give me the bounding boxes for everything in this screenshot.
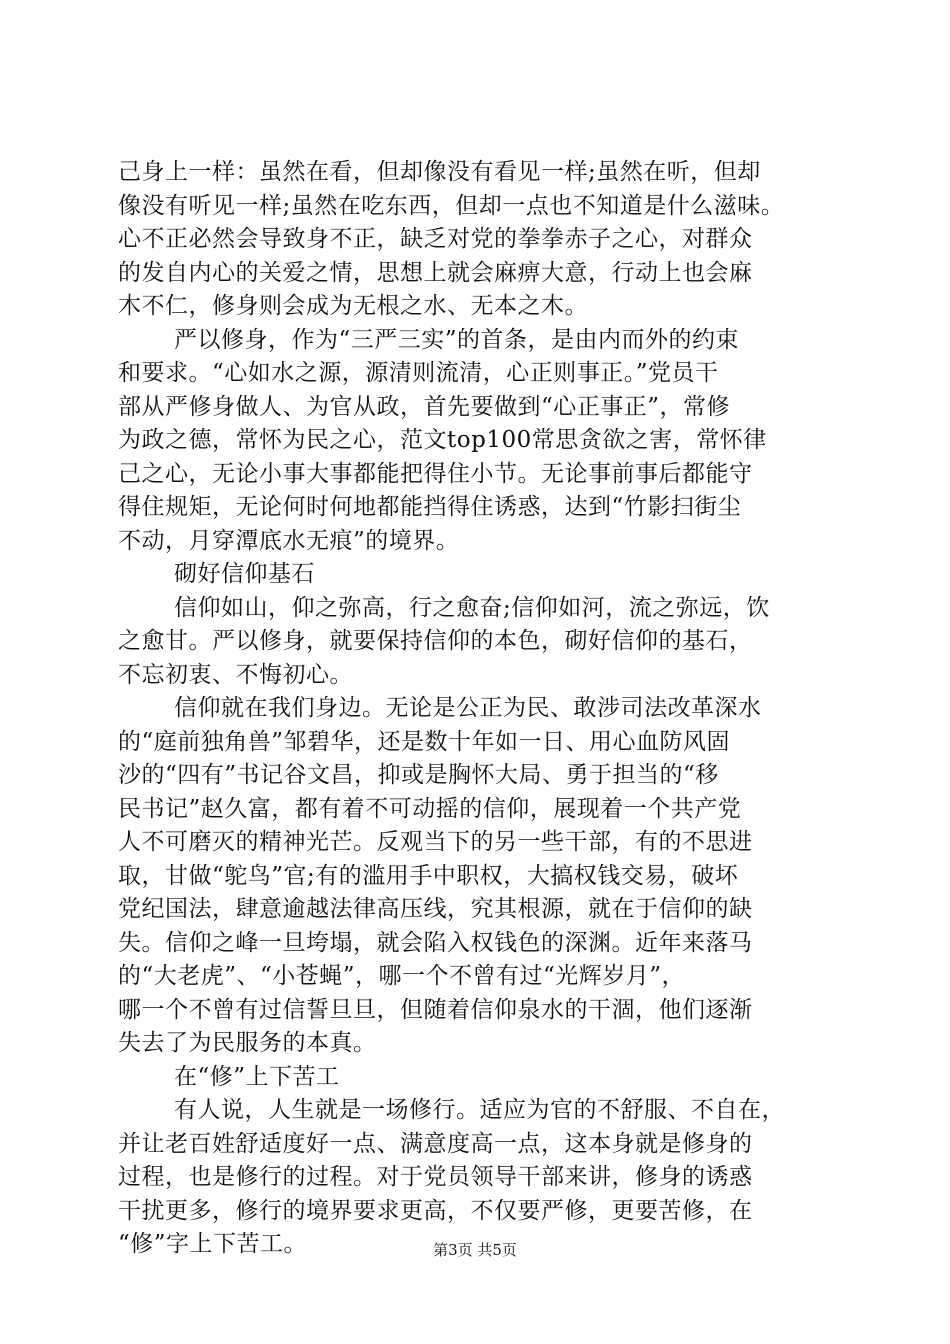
paragraph-start-line: 信仰如山，仰之弥高，行之愈奋;信仰如河，流之弥远，饮 (174, 594, 770, 621)
text-line: 沙的“四有”书记谷文昌，抑或是胸怀大局、勇于担当的“移 (118, 762, 719, 788)
text-line: 党纪国法，肆意逾越法律高压线，究其根源，就在于信仰的缺 (118, 896, 753, 922)
text-line: 为政之德，常怀为民之心，范文top100常思贪欲之害，常怀律 (118, 427, 767, 453)
paragraph-start-line: 信仰就在我们身边。无论是公正为民、敢涉司法改革深水 (174, 695, 762, 721)
text-line: 人不可磨灭的精神光芒。反观当下的另一些干部，有的不思进 (118, 829, 753, 855)
text-line: 的发自内心的关爱之情，思想上就会麻痹大意，行动上也会麻 (118, 259, 753, 286)
text-line: 木不仁，修身则会成为无根之水、无本之木。 (118, 293, 588, 319)
text-line: 像没有听见一样;虽然在吃东西，但却一点也不知道是什么滋味。 (118, 192, 785, 219)
text-line: 的“大老虎”、“小苍蝇”，哪一个不曾有过“光辉岁月”， (118, 963, 686, 989)
text-line: 过程，也是修行的过程。对于党员领导干部来讲，修身的诱惑 (118, 1164, 753, 1190)
document-body (118, 156, 838, 1262)
text-line: 失去了为民服务的本真。 (118, 1030, 377, 1056)
text-line: 不忘初衷、不悔初心。 (118, 661, 353, 688)
paragraph-start-line: 有人说，人生就是一场修行。适应为官的不舒服、不自在， (174, 1097, 785, 1123)
section-heading: 在“修”上下苦工 (174, 1063, 340, 1090)
text-line: 之愈甘。严以修身，就要保持信仰的本色，砌好信仰的基石， (118, 628, 753, 654)
text-line: 不动，月穿潭底水无痕”的境界。 (118, 527, 460, 554)
text-line: 干扰更多，修行的境界要求更高，不仅要严修，更要苦修，在 (118, 1197, 753, 1224)
text-line: 哪一个不曾有过信誓旦旦，但随着信仰泉水的干涸，他们逐渐 (118, 996, 753, 1023)
text-line: 民书记”赵久富，都有着不可动摇的信仰，展现着一个共产党 (118, 795, 742, 822)
text-line: 部从严修身做人、为官从政，首先要做到“心正事正”，常修 (118, 393, 731, 420)
text-line: “修”字上下苦工。 (118, 1231, 308, 1257)
text-line: 并让老百姓舒适度好一点、满意度高一点，这本身就是修身的 (118, 1130, 753, 1157)
text-line: 得住规矩，无论何时何地都能挡得住诱惑，达到“竹影扫街尘 (118, 494, 742, 520)
text-line: 己之心，无论小事大事都能把得住小节。无论事前事后都能守 (118, 460, 753, 487)
text-line: 己身上一样：虽然在看，但却像没有看见一样;虽然在听，但却 (118, 159, 761, 185)
text-line: 取，甘做“鸵鸟”官;有的滥用手中职权，大搞权钱交易，破坏 (118, 862, 739, 889)
text-line: 和要求。“心如水之源，源清则流清，心正则事正。”党员干 (118, 360, 719, 386)
page-number-footer: 第3页 共5页 (433, 1241, 517, 1259)
text-line: 失。信仰之峰一旦垮塌，就会陷入权钱色的深渊。近年来落马 (118, 929, 753, 956)
section-heading: 砌好信仰基石 (174, 561, 315, 587)
text-line: 的“庭前独角兽”邹碧华，还是数十年如一日、用心血防风固 (118, 728, 731, 755)
text-line: 心不正必然会导致身不正，缺乏对党的拳拳赤子之心，对群众 (118, 226, 753, 252)
paragraph-start-line: 严以修身，作为“三严三实”的首条，是由内而外的约束 (174, 326, 740, 353)
